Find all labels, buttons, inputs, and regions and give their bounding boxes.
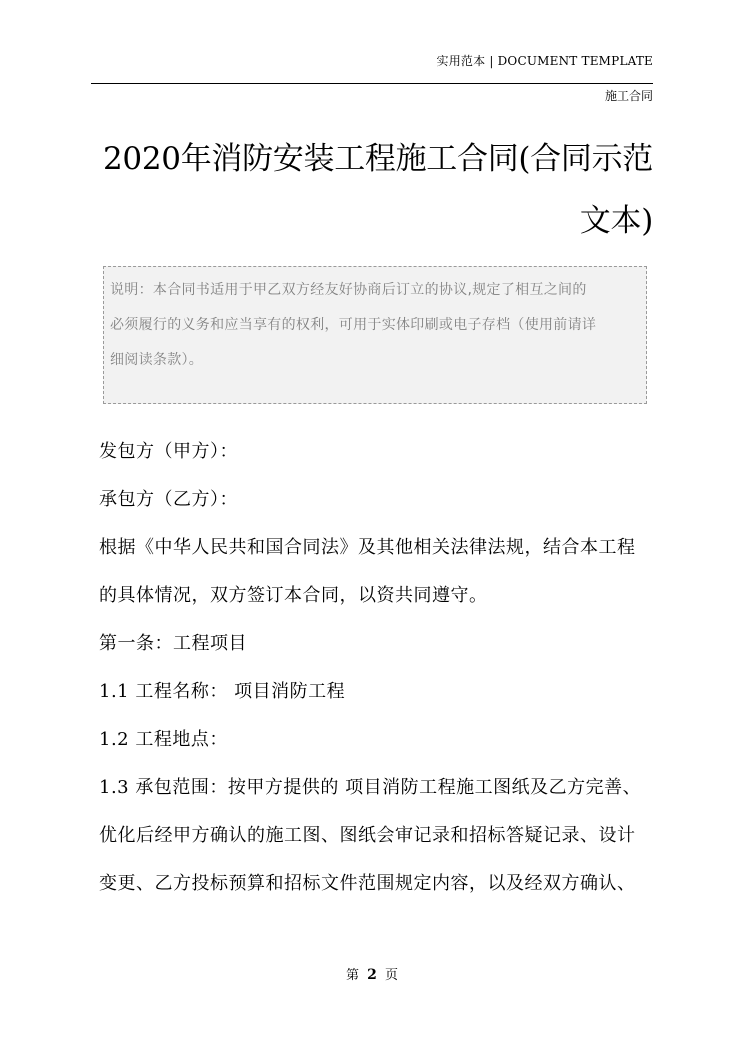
page-number xyxy=(0,964,744,983)
page-number-prefix: 第 xyxy=(345,968,359,983)
preamble-line-2: 的具体情况，双方签订本合同，以资共同遵守。 xyxy=(99,585,488,606)
clause-1-3-line-3: 变更、乙方投标预算和招标文件范围规定内容，以及经双方确认、 xyxy=(99,873,636,894)
note-line-2: 必须履行的义务和应当享有的权利，可用于实体印刷或电子存档（使用前请详 xyxy=(110,317,597,333)
document-title xyxy=(91,128,653,252)
header-category: 施工合同 xyxy=(604,89,653,103)
note-line-1: 说明：本合同书适用于甲乙双方经友好协商后订立的协议,规定了相互之间的 xyxy=(110,282,587,298)
contract-body xyxy=(99,428,659,908)
clause-1-3-line-2: 优化后经甲方确认的施工图、图纸会审记录和招标答疑记录、设计 xyxy=(99,825,636,846)
clause-1-1: 1.1 工程名称： 项目消防工程 xyxy=(99,681,346,702)
party-b-line: 承包方（乙方）： xyxy=(99,489,238,510)
party-a-line: 发包方（甲方）： xyxy=(99,441,238,462)
note-line-3: 细阅读条款）。 xyxy=(110,352,204,368)
clause-1-2: 1.2 工程地点： xyxy=(99,729,228,750)
article-1-heading: 第一条：工程项目 xyxy=(99,633,247,654)
preamble-line-1: 根据《中华人民共和国合同法》及其他相关法律法规，结合本工程 xyxy=(99,537,636,558)
clause-1-3-line-1: 1.3 承包范围：按甲方提供的 项目消防工程施工图纸及乙方完善、 xyxy=(99,777,642,798)
document-title-line-1: 2020年消防安装工程施工合同(合同示范 xyxy=(103,141,653,177)
header-divider xyxy=(91,83,653,84)
header-document-template: 实用范本 | DOCUMENT TEMPLATE xyxy=(436,54,653,68)
document-title-line-2: 文本) xyxy=(579,203,653,239)
page-number-value: 2 xyxy=(367,967,377,983)
note-box xyxy=(103,266,647,404)
page-number-suffix: 页 xyxy=(385,968,399,983)
